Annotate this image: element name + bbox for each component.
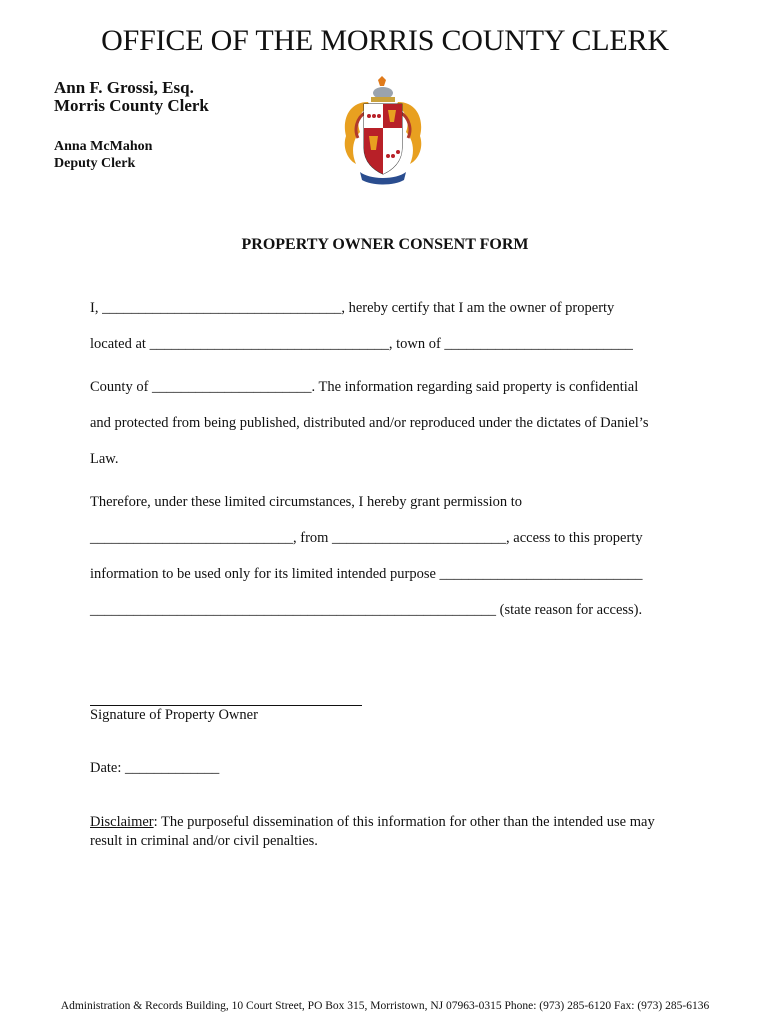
date-line: Date: _____________ [90,760,220,776]
county-line: County of ______________________. The information regarding said property is confidential [90,379,639,395]
signature-line [90,705,362,706]
protection-line: and protected from being published, distributed and/or reproduced under the dictates of Daniel’s [90,415,649,431]
deputy-title: Deputy Clerk [54,156,136,171]
disclaimer [90,813,690,851]
owner-certify-line: I, _________________________________, hereby certify that I am the owner of property [90,300,615,316]
law-line: Law. [90,451,119,467]
deputy-name: Anna McMahon [54,139,153,154]
property-location-line: located at _________________________________, town of __________________________ [90,336,633,352]
purpose-line: information to be used only for its limited intended purpose ____________________________ [90,566,643,582]
clerk-title: Morris County Clerk [54,96,209,115]
reason-line: ________________________________________________________ (state reason for access). [90,602,643,618]
grant-permission-line: Therefore, under these limited circumstances, I hereby grant permission to [90,494,523,510]
clerk-name: Ann F. Grossi, Esq. [54,78,194,97]
office-title: OFFICE OF THE MORRIS COUNTY CLERK [101,24,669,57]
disclaimer-text: : The purposeful dissemination of this information for other than the intended use may result in criminal and/or civil penalties. [90,814,655,849]
county-seal-icon [338,76,428,190]
footer-address: Administration & Records Building, 10 Court Street, PO Box 315, Morristown, NJ 07963-0315 Phone: (973) 285-6120 Fax: (973) 285-6136 [60,1000,710,1012]
disclaimer-label: Disclaimer [90,814,154,830]
form-title: PROPERTY OWNER CONSENT FORM [241,236,529,253]
grantee-line: ____________________________, from ________________________, access to this property [90,530,643,546]
signature-label: Signature of Property Owner [90,707,258,723]
